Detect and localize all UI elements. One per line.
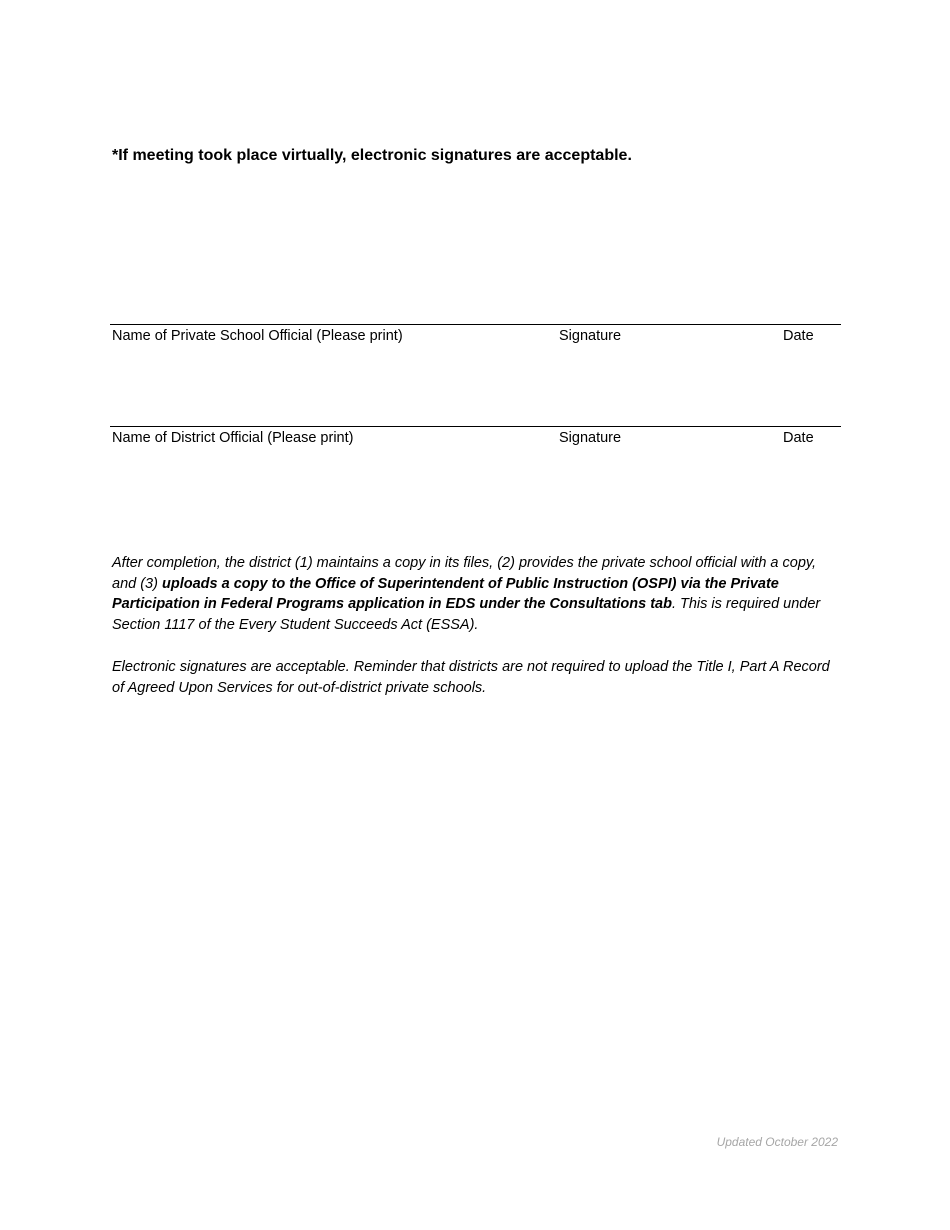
virtual-meeting-note: *If meeting took place virtually, electronic signatures are acceptable. (112, 147, 632, 164)
private-school-official-date-label: Date (783, 328, 814, 344)
district-official-date-label: Date (783, 430, 814, 446)
instructions-bold-text: uploads a copy to the Office of Superintendent of Public Instruction (OSPI) via the Private Participation in Federal Programs application in EDS under the Consultations tab (112, 575, 779, 613)
private-school-official-signature-label: Signature (559, 328, 622, 344)
reminder-paragraph: Electronic signatures are acceptable. Reminder that districts are not required to upload the Title I, Part A Record of Agreed Upon Services for out-of-district private schools. (112, 659, 830, 696)
district-official-signature-label: Signature (559, 430, 622, 446)
instructions-text-2: . This is required under Section 1117 of the Every Student Succeeds Act (ESSA). (112, 596, 821, 634)
updated-date-footer: Updated October 2022 (716, 1135, 838, 1149)
completion-instructions (112, 553, 842, 636)
district-official-name-label: Name of District Official (Please print) (112, 430, 354, 446)
district-official-signature-line[interactable] (110, 426, 841, 457)
private-school-official-name-label: Name of Private School Official (Please print) (112, 328, 403, 344)
private-school-official-signature-line[interactable] (110, 324, 841, 355)
instructions-text-1: After completion, the district (1) maintains a copy in its files, (2) provides the private school official with a copy, and (3) (112, 555, 817, 592)
